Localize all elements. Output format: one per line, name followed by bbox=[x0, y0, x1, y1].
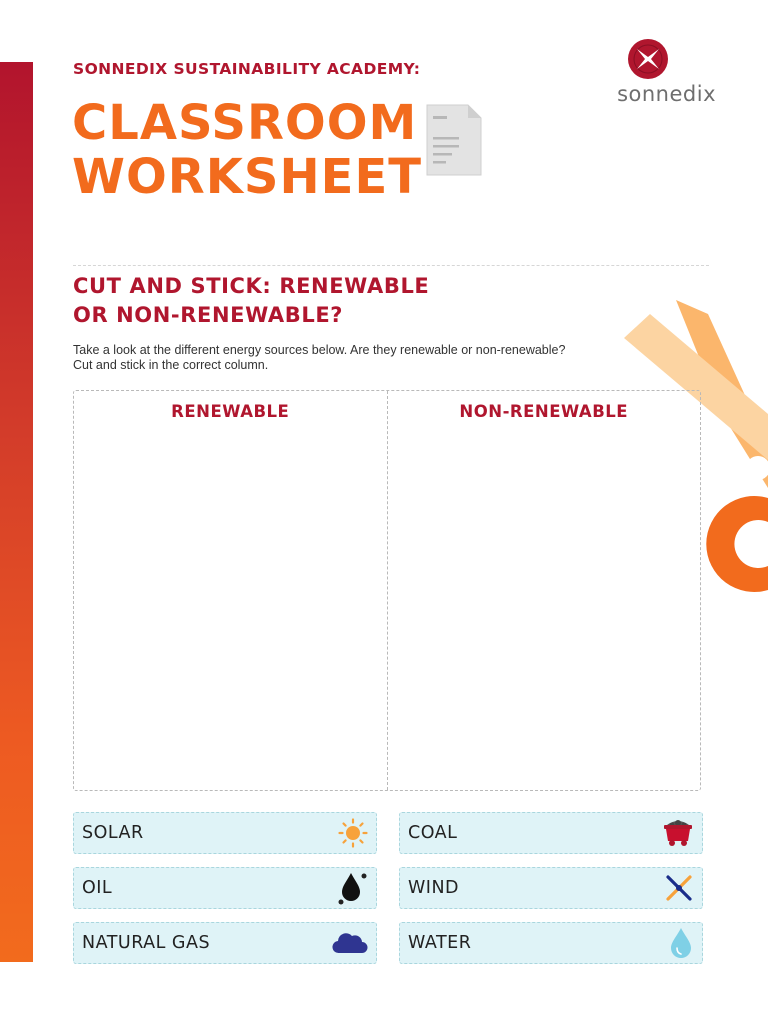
sun-icon bbox=[338, 818, 368, 848]
card-natural-gas[interactable] bbox=[73, 922, 377, 964]
page-title bbox=[72, 96, 422, 204]
sonnedix-logo-mark bbox=[626, 38, 670, 80]
card-label: OIL bbox=[82, 878, 113, 898]
logo-wordmark: sonnedix bbox=[617, 82, 716, 106]
card-label: COAL bbox=[408, 823, 458, 843]
non-renewable-column bbox=[387, 391, 701, 790]
card-label: SOLAR bbox=[82, 823, 144, 843]
instructions bbox=[73, 343, 633, 373]
oil-drop-icon bbox=[338, 871, 368, 905]
document-icon bbox=[426, 104, 482, 180]
energy-cards bbox=[73, 812, 703, 964]
title-line-2: WORKSHEET bbox=[72, 149, 422, 205]
side-accent-bar bbox=[0, 62, 33, 962]
cloud-icon bbox=[332, 931, 368, 955]
card-label: NATURAL GAS bbox=[82, 933, 211, 953]
wind-turbine-icon bbox=[664, 873, 694, 903]
non-renewable-column-header: NON-RENEWABLE bbox=[459, 402, 629, 421]
sorting-table bbox=[73, 390, 701, 791]
renewable-column-header: RENEWABLE bbox=[171, 402, 290, 421]
sonnedix-logo bbox=[584, 38, 716, 108]
card-solar[interactable] bbox=[73, 812, 377, 854]
instructions-line-1: Take a look at the different energy sources below. Are they renewable or non-renewable? bbox=[73, 343, 566, 357]
academy-heading: SONNEDIX SUSTAINABILITY ACADEMY: bbox=[73, 60, 421, 78]
section-title-line-1: CUT AND STICK: RENEWABLE bbox=[73, 274, 430, 298]
section-title bbox=[73, 272, 593, 330]
card-label: WATER bbox=[408, 933, 472, 953]
title-line-1: CLASSROOM bbox=[72, 95, 418, 151]
renewable-column bbox=[74, 391, 387, 790]
section-title-line-2: OR NON-RENEWABLE? bbox=[73, 303, 344, 327]
water-drop-icon bbox=[668, 926, 694, 960]
card-wind[interactable] bbox=[399, 867, 703, 909]
instructions-line-2: Cut and stick in the correct column. bbox=[73, 358, 269, 372]
card-water[interactable] bbox=[399, 922, 703, 964]
section-divider bbox=[73, 265, 709, 266]
card-oil[interactable] bbox=[73, 867, 377, 909]
card-coal[interactable] bbox=[399, 812, 703, 854]
card-label: WIND bbox=[408, 878, 460, 898]
mine-cart-icon bbox=[662, 818, 694, 848]
